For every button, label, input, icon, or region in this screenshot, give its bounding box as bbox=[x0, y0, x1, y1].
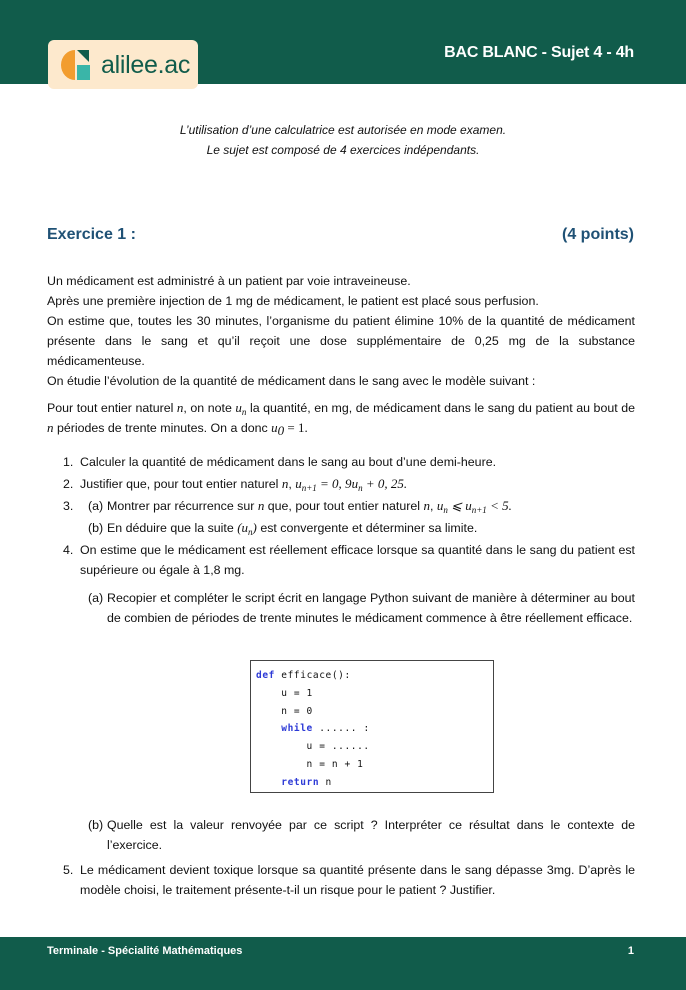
indent bbox=[256, 777, 281, 788]
math-n: n bbox=[423, 498, 430, 513]
subscript: n bbox=[241, 407, 247, 417]
math-u: u bbox=[235, 400, 242, 415]
python-code-block bbox=[250, 660, 494, 793]
code-line: n = 0 bbox=[256, 705, 313, 717]
question-5-container bbox=[47, 860, 635, 902]
math-formula bbox=[295, 476, 407, 491]
code-line bbox=[256, 720, 493, 738]
question-text: Montrer par récurrence sur bbox=[107, 499, 258, 513]
indent bbox=[256, 723, 281, 734]
math-n: n bbox=[47, 420, 54, 435]
statement-line: On estime que, toutes les 30 minutes, l’organisme du patient élimine 10% de la quantité de médicament présente dans le sang et qu’il reçoit une dose supplémentaire de 0,25 mg de la substance médicamenteuse. bbox=[47, 314, 635, 368]
instruction-exercises: Le sujet est composé de 4 exercices indépendants. bbox=[206, 143, 480, 157]
question-number: 1. bbox=[63, 455, 74, 469]
question-4b-container bbox=[47, 815, 635, 857]
math-n: n bbox=[176, 400, 184, 415]
exam-instructions bbox=[0, 120, 686, 160]
question-text: En déduire que la suite bbox=[107, 521, 238, 535]
question-2 bbox=[47, 474, 635, 494]
math-u: u bbox=[241, 520, 249, 535]
keyword: return bbox=[281, 776, 320, 788]
statement-line: On étudie l’évolution de la quantité de médicament dans le sang avec le modèle suivant : bbox=[47, 374, 536, 388]
question-number: 3. bbox=[63, 499, 74, 513]
math-tail: + 0, 25. bbox=[362, 476, 408, 491]
text: , on note bbox=[183, 401, 236, 415]
subquestion-label: (a) bbox=[88, 499, 104, 513]
page-header bbox=[0, 0, 686, 84]
question-text: que, pour tout entier naturel bbox=[264, 499, 424, 513]
instruction-calculator: L’utilisation d’une calculatrice est autorisée en mode examen. bbox=[179, 123, 507, 137]
question-text: Recopier et compléter le script écrit en langage Python suivant de manière à déterminer au bout de combien de périodes de trente minutes le médicament commence à être réellement efficace. bbox=[107, 591, 635, 625]
subquestion-label: (b) bbox=[88, 818, 104, 832]
exercise-title: Exercice 1 : bbox=[47, 226, 136, 243]
statement-line: Un médicament est administré à un patient par voie intraveineuse. bbox=[47, 274, 411, 288]
subquestion-label: (a) bbox=[88, 591, 104, 605]
question-3b bbox=[47, 518, 635, 538]
keyword: def bbox=[256, 670, 275, 681]
math-u: u bbox=[295, 476, 302, 491]
text: , bbox=[288, 477, 296, 491]
question-4a bbox=[47, 588, 635, 628]
code-text: n bbox=[319, 776, 332, 788]
question-text: Justifier que, pour tout entier naturel bbox=[80, 477, 282, 491]
code-text: efficace(): bbox=[274, 670, 351, 681]
logo bbox=[48, 40, 198, 89]
statement-line: Après une première injection de 1 mg de médicament, le patient est placé sous perfusion. bbox=[47, 294, 539, 308]
text: la quantité, en mg, de médicament dans le sang du patient au bout de bbox=[246, 401, 635, 415]
page-number: 1 bbox=[627, 945, 634, 957]
subquestion-label: (b) bbox=[88, 521, 104, 535]
subscript: n bbox=[248, 527, 253, 537]
subscript: n bbox=[443, 505, 448, 515]
model-definition bbox=[47, 398, 635, 438]
subscript: n+1 bbox=[471, 505, 487, 515]
math-n: n bbox=[257, 498, 265, 513]
math-u: u bbox=[436, 498, 444, 513]
question-number: 4. bbox=[63, 543, 74, 557]
text: , bbox=[429, 499, 437, 513]
math-eq: = 1. bbox=[284, 420, 308, 435]
document-title: BAC BLANC - Sujet 4 - 4h bbox=[444, 44, 634, 61]
text: Pour tout entier naturel bbox=[47, 401, 177, 415]
question-text: Calculer la quantité de médicament dans le sang au bout d’une demi-heure. bbox=[80, 455, 497, 469]
math-u: u bbox=[465, 498, 472, 513]
keyword: while bbox=[281, 723, 313, 735]
logo-text: alilee.ac bbox=[101, 51, 191, 79]
code-line: u = 1 bbox=[256, 687, 313, 699]
question-4 bbox=[47, 540, 635, 580]
galilee-logo-icon bbox=[61, 50, 97, 80]
question-5 bbox=[47, 860, 635, 900]
math-u: u bbox=[271, 420, 278, 435]
question-3a bbox=[47, 496, 635, 516]
exercise-statement bbox=[47, 271, 635, 438]
math-formula bbox=[437, 498, 512, 513]
question-1 bbox=[47, 452, 635, 472]
math-sequence bbox=[237, 520, 257, 535]
code-line: n = n + 1 bbox=[256, 758, 364, 770]
paren: ( bbox=[237, 520, 242, 535]
math-leq: ⩽ bbox=[447, 498, 466, 513]
exercise-heading bbox=[47, 226, 634, 248]
question-number: 5. bbox=[63, 863, 74, 877]
math-u: u bbox=[351, 476, 359, 491]
code-line bbox=[256, 667, 493, 685]
math-tail: < 5. bbox=[486, 498, 512, 513]
math-eq: = 0, 9 bbox=[316, 476, 352, 491]
math-u0 bbox=[271, 420, 285, 438]
subscript: 0 bbox=[277, 423, 285, 438]
subscript: n bbox=[358, 483, 363, 493]
code-line bbox=[256, 774, 493, 792]
exercise-points: (4 points) bbox=[562, 226, 634, 243]
subscript: n+1 bbox=[301, 483, 317, 493]
question-text: Le médicament devient toxique lorsque sa quantité présente dans le sang dépasse 3mg. D’après le modèle choisi, le traitement présente-t-il un risque pour le patient ? Justifier. bbox=[80, 863, 635, 897]
text: périodes de trente minutes. On a donc bbox=[53, 421, 272, 435]
math-un bbox=[235, 400, 246, 415]
question-number: 2. bbox=[63, 477, 74, 491]
code-line: u = ...... bbox=[256, 741, 370, 753]
question-list bbox=[47, 452, 635, 630]
page-footer bbox=[0, 937, 686, 990]
paren: ) bbox=[252, 520, 257, 535]
question-4b bbox=[47, 815, 635, 855]
footer-course: Terminale - Spécialité Mathématiques bbox=[47, 945, 243, 957]
code-text: ...... : bbox=[312, 723, 370, 735]
question-text: Quelle est la valeur renvoyée par ce script ? Interpréter ce résultat dans le contexte de l’exercice. bbox=[107, 818, 635, 852]
math-n: n bbox=[281, 476, 289, 491]
question-text: On estime que le médicament est réellement efficace lorsque sa quantité dans le sang du patient est supérieure ou égale à 1,8 mg. bbox=[80, 543, 635, 577]
question-text: est convergente et déterminer sa limite. bbox=[256, 521, 478, 535]
